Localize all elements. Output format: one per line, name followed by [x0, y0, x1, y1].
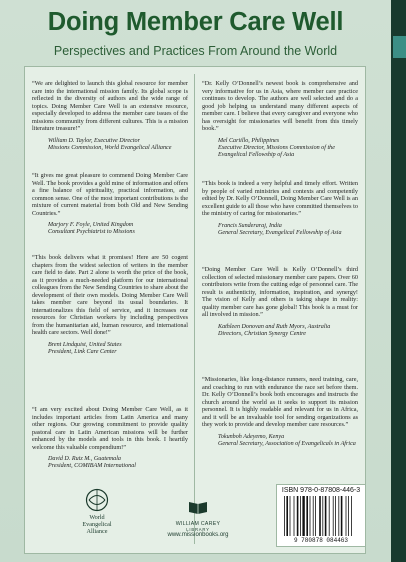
publisher-website: www.missionbooks.org [167, 532, 229, 538]
endorser-name: Tokunboh Adeyemo, Kenya [218, 433, 285, 440]
endorser-name: Mel Cariillo, Philippines [218, 137, 280, 144]
endorsement-text: “We are delighted to launch this global resource for member care into the international mission family. Its global scope is reflected in the diversity of authors and the wide range of topics. Doing Member Care Well is an extensive resource, especially developed to address the member care issues of the missions community from different cultures. This is a mission literature treasure!” [32, 80, 188, 132]
publisher-sub: LIBRARY [186, 527, 210, 532]
publisher-name: WILLIAM CAREY [175, 521, 221, 527]
endorser-name: David D. Ruiz M., Guatemala [48, 456, 121, 462]
endorsement-text: “Doing Member Care Well is Kelly O’Donnell’s third collection of selected missionary member care papers. Over 60 contributors write from the cutting edge of personnel care. The result is authenticity, information, inspiration, and synergy! The vision of Kelly and others is taking shape in reality: quality member care has gone global! This book is a must for all involved in mission.” [202, 266, 358, 318]
barcode-bar [319, 496, 321, 536]
barcode-bar [329, 496, 330, 536]
endorsement-lindquist [32, 254, 188, 356]
endorsement-cariillo [202, 80, 358, 159]
endorser-name: Brent Lindquist, United States [48, 341, 122, 348]
endorser-role: Missions Commission, World Evangelical Alliance [48, 144, 172, 151]
endorsement-text: “Dr. Kelly O’Donnell’s newest book is comprehensive and very informative for us in Asia, where member care practice continues to develop. The authors are well selected and do a good job helping us understand many different aspects of member care. I believe that every caregiver and everyone who has oversight for missionaries will benefit from this timely book.” [202, 80, 358, 132]
wea-logo-text [76, 514, 118, 536]
barcode-bar [300, 496, 301, 536]
endorser-role: Consultant Psychiatrist to Missions [48, 229, 135, 236]
spine-edge [391, 0, 406, 562]
barcode-bar [310, 496, 311, 536]
isbn-label: ISBN 978-0-87808-446-3 [281, 487, 361, 494]
barcode-bar [290, 496, 291, 536]
endorser-role: President, COMIBAM International [48, 463, 136, 470]
barcode-bar [333, 496, 334, 536]
endorser-role: President, Link Care Center [48, 348, 117, 355]
barcode-bar [297, 496, 299, 536]
william-carey-library-logo-icon [188, 500, 208, 514]
endorser-role: General Secretary, Association of Evangelicals in Africa [218, 440, 356, 447]
barcode-bar [284, 496, 285, 536]
endorsement-foyle [32, 172, 188, 237]
barcode-bar [313, 496, 314, 536]
endorser-name: Marjory F. Foyle, United Kingdom [48, 222, 134, 228]
book-title: Doing Member Care Well [47, 8, 344, 36]
wea-line: Alliance [86, 528, 108, 536]
endorsement-taylor [32, 80, 188, 152]
barcode-bar [315, 496, 316, 536]
endorsement-text: “This book delivers what it promises! Here are 50 cogent chapters from the widest selection of writers in the member care field to date. Part 2 alone is worth the price of the book, as it provides a much-needed platform for our international colleagues from the New Sending Countries to share about the development of their own models. Doing Member Care Well takes member care beyond its usual boundaries. It internationalizes this field of service, and it increases our resources for Christian workers by including perspectives from the humanitarian aid, human resource, and international health care sectors. Well done!” [32, 254, 188, 336]
barcode-bar [306, 496, 308, 536]
barcode-bar [302, 496, 304, 536]
barcode-bar [322, 496, 323, 536]
endorsement-text: “It gives me great pleasure to commend Doing Member Care Well. The book provides a gold mine of information and offers a fine balance of spirituality, practical information, and common sense. One of the most important contributions is the mixture of current material from both Old and New Sending Countries.” [32, 172, 188, 217]
endorsement-sunderaraj [202, 180, 358, 237]
endorser-role: Directors, Christian Synergy Centre [218, 330, 307, 337]
endorser-role: General Secretary, Evangelical Fellowship of Asia [218, 229, 342, 236]
endorser-name: Francis Sunderaraj, India [218, 222, 282, 229]
endorsement-donovan-myors [202, 266, 358, 338]
barcode-bar [338, 496, 339, 536]
wea-line: World [89, 514, 105, 521]
barcode-bar [335, 496, 336, 536]
wea-logo-icon [84, 488, 110, 512]
barcode-bar [294, 496, 295, 536]
endorsement-text: “I am very excited about Doing Member Care Well, as it includes important articles from Latin America and many other regions. Our growing commitment to provide quality pastoral care in Latin American missions will be further enhanced by the models and tools in this book. I heartily welcome this valuable compendium!” [32, 406, 188, 451]
endorsement-text: “This book is indeed a very helpful and timely effort. Written by people of varied ministries and contexts and competently edited by Dr. Kelly O’Donnell, Doing Member Care Well is an excellent guide to all those who have committed themselves to the ministry of caring for missionaries.” [202, 180, 358, 217]
barcode-bar [325, 496, 327, 536]
barcode-number: 9 780878 084463 [293, 537, 348, 544]
barcode-bar [351, 496, 352, 536]
spine-accent [393, 36, 406, 58]
book-subtitle: Perspectives and Practices From Around the World [53, 44, 338, 58]
endorser-name: William D. Taylor, Executive Director [48, 137, 140, 144]
isbn-barcode-block [276, 484, 366, 547]
endorsement-adeyemo [202, 376, 358, 448]
barcode-bar [348, 496, 349, 536]
wea-line: Evangelical [82, 521, 112, 529]
barcode-bar [341, 496, 343, 536]
barcode-bar [346, 496, 347, 536]
endorser-name: Kathleen Donovan and Ruth Myors, Australia [218, 323, 331, 330]
endorser-role: Executive Director, Missions Commission of the Evangelical Fellowship of Asia [218, 144, 335, 159]
publisher-logo [174, 500, 222, 532]
barcode [282, 496, 360, 536]
barcode-bar [286, 496, 288, 536]
endorsement-ruiz [32, 406, 188, 471]
endorsement-text: “Missionaries, like long-distance runners, need training, care, and coaching to run with endurance the race set before them. Dr. Kelly O’Donnell’s book both encourages and instructs the church around the world as it seeks to support its mission personnel. It is highly readable and relevant for us in Africa, and it will be an invaluable tool for sending organizations as they work to provide and develop member care resources.” [202, 376, 358, 428]
column-divider [194, 74, 195, 544]
